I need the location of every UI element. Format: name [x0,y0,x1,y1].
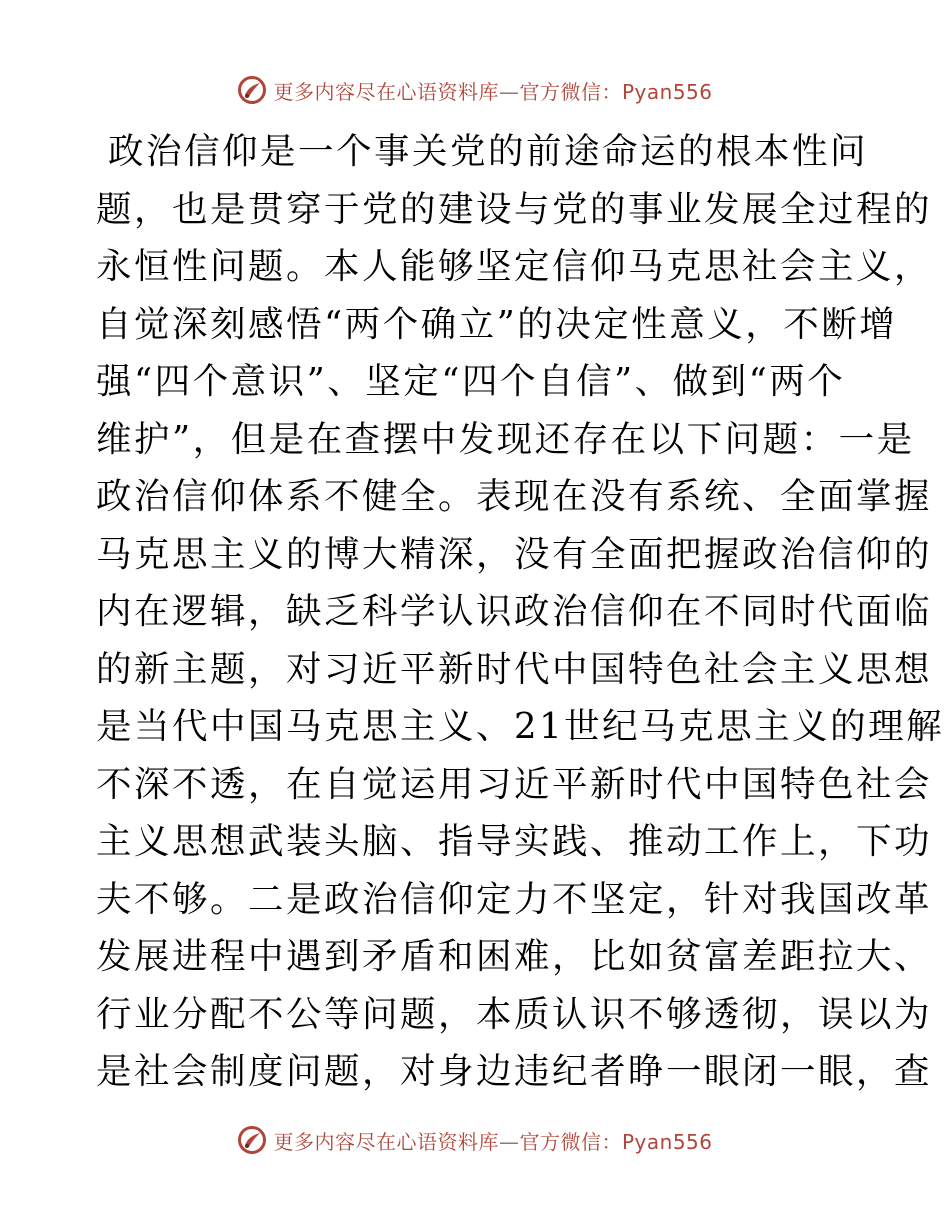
official-label: 官方微信： [519,1129,622,1154]
text-line: 内在逻辑，缺乏科学认识政治信仰在不同时代面临 [96,591,933,632]
header-watermark-text [273,76,712,105]
text-line: 维护”，但是在查摆中发现还存在以下问题：一是 [96,418,915,460]
footer-watermark-text [273,1126,712,1155]
brand-logo-icon [237,1125,267,1155]
text-line: 发展进程中遇到矛盾和困难，比如贫富差距拉大、 [96,936,933,977]
text-line: 主义思想武装头脑、指导实践、推动工作上，下功 [96,821,933,862]
text-line: 永恒性问题。本人能够坚定信仰马克思社会主义， [96,246,933,287]
document-body [96,123,945,1101]
text-line: 是当代中国马克思主义、21世纪马克思主义的理解 [96,706,945,747]
header-watermark [0,72,950,108]
watermark-slogan: 更多内容尽在心语资料库 [273,79,499,104]
text-line: 政治信仰体系不健全。表现在没有系统、全面掌握 [96,476,933,517]
wechat-account: Pyan556 [621,1129,713,1154]
text-line: 是社会制度问题，对身边违纪者睁一眼闭一眼，查 [96,1051,933,1092]
watermark-dash: — [498,1129,520,1154]
text-line: 夫不够。二是政治信仰定力不坚定，针对我国改革 [96,878,933,920]
text-line: 政治信仰是一个事关党的前途命运的根本性问 [108,131,869,172]
official-label: 官方微信： [519,79,622,104]
text-line: 马克思主义的博大精深，没有全面把握政治信仰的 [96,533,933,575]
text-line: 不深不透，在自觉运用习近平新时代中国特色社会 [96,763,933,805]
brand-logo-icon [237,75,267,105]
text-line: 强“四个意识”、坚定“四个自信”、做到“两个 [96,361,846,402]
watermark-dash: — [498,79,520,104]
text-line: 行业分配不公等问题，本质认识不够透彻，误以为 [96,993,933,1035]
watermark-slogan: 更多内容尽在心语资料库 [273,1129,499,1154]
text-line: 题，也是贯穿于党的建设与党的事业发展全过程的 [96,188,933,230]
footer-watermark [0,1122,950,1158]
wechat-account: Pyan556 [621,79,713,104]
text-line: 自觉深刻感悟“两个确立”的决定性意义，不断增 [96,303,898,345]
text-line: 的新主题，对习近平新时代中国特色社会主义思想 [96,648,933,690]
